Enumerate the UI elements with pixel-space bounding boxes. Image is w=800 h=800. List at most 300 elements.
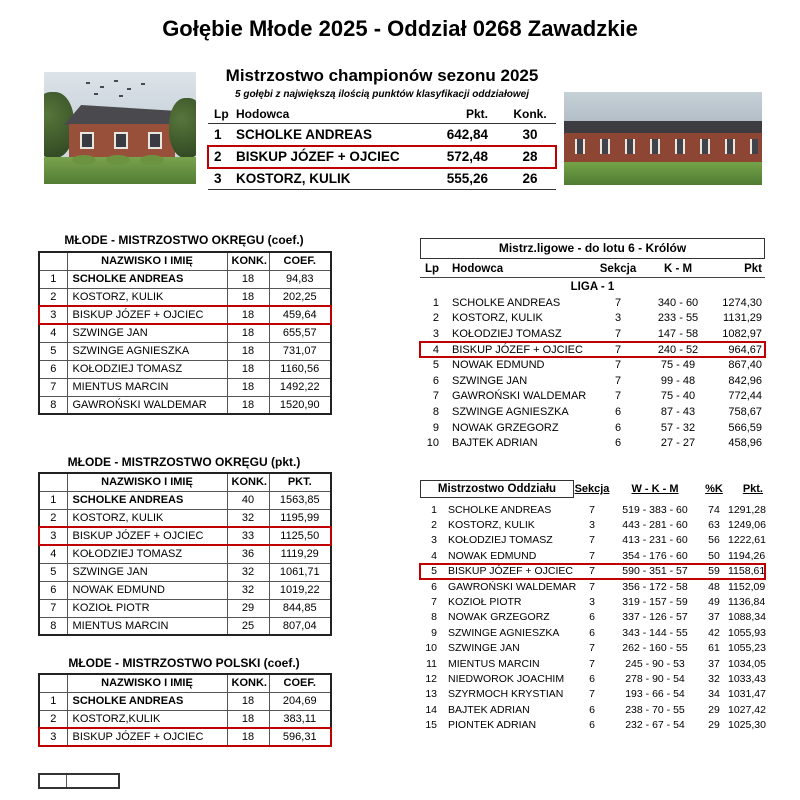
header-row	[39, 674, 331, 692]
name-cell: GAWROŃSKI WALDEMAR	[448, 580, 577, 593]
konk-cell: 18	[227, 306, 269, 324]
km-cell: 147 - 58	[657, 327, 699, 340]
sekcja-cell: 7	[589, 580, 595, 593]
konk-cell: 18	[227, 288, 269, 306]
col-lp: Lp	[214, 107, 229, 121]
sekcja-cell: 7	[614, 374, 622, 387]
oddzial-header-row	[420, 480, 765, 498]
km-cell: 233 - 55	[657, 312, 699, 325]
rank-cell: 9	[431, 626, 437, 639]
okreg-pkt-table	[38, 472, 332, 636]
wkm-cell: 238 - 70 - 55	[625, 703, 685, 716]
pkt-cell: 566,59	[728, 421, 762, 434]
result-row	[39, 728, 331, 746]
percent-k-cell: 34	[708, 688, 720, 701]
oddzial-rows	[420, 502, 765, 733]
percent-k-cell: 61	[708, 642, 720, 655]
sekcja-cell: 7	[589, 503, 595, 516]
oddzial-row	[420, 594, 765, 609]
name-cell: SZWINGE JAN	[452, 374, 528, 387]
pkt-cell: 1088,34	[728, 611, 766, 624]
sekcja-cell: 6	[614, 421, 622, 434]
sekcja-cell: 3	[614, 312, 622, 325]
pkt-cell: 842,96	[728, 374, 762, 387]
percent-k-cell: 49	[708, 596, 720, 609]
coef-cell: 1160,56	[269, 360, 331, 378]
oddzial-row	[420, 533, 765, 548]
rank-cell: 10	[426, 437, 439, 450]
oddzial-row	[420, 702, 765, 717]
wkm-cell: 343 - 144 - 55	[622, 626, 688, 639]
col-km: K - M	[663, 263, 693, 275]
rank-cell: 6	[39, 581, 67, 599]
bush	[72, 155, 96, 165]
konk-cell: 32	[227, 563, 269, 581]
col-name: NAZWISKO I IMIĘ	[67, 252, 227, 270]
result-row	[39, 288, 331, 306]
left-loft-photo	[44, 72, 196, 184]
oddzial-row	[420, 687, 765, 702]
name-cell: GAWROŃSKI WALDEMAR	[452, 390, 587, 403]
rank-cell: 9	[432, 421, 439, 434]
rank-cell: 4	[431, 549, 437, 562]
percent-k-cell: 48	[708, 580, 720, 593]
name-cell: BISKUP JÓZEF + OJCIEC	[67, 728, 227, 746]
rank-cell: 5	[432, 359, 439, 372]
liga-title: Mistrz.ligowe - do lotu 6 - Królów	[420, 238, 765, 259]
pkt-cell: 1563,85	[269, 491, 331, 509]
wkm-cell: 193 - 66 - 54	[625, 688, 685, 701]
brick-wall	[69, 124, 175, 158]
km-cell: 75 - 49	[660, 359, 696, 372]
liga-table	[420, 238, 765, 451]
rank-cell: 8	[431, 611, 437, 624]
sekcja-cell: 3	[589, 519, 595, 532]
name-cell: NOWAK EDMUND	[452, 359, 545, 372]
name-cell: KOSTORZ, KULIK	[67, 509, 227, 527]
wkm-cell: 319 - 157 - 59	[622, 596, 688, 609]
breeder-name-cell: BISKUP JÓZEF + OJCIEC	[236, 149, 400, 164]
konk-cell: 18	[227, 396, 269, 414]
rank-cell: 7	[431, 596, 437, 609]
name-cell: KOSTORZ, KULIK	[452, 312, 543, 325]
result-row	[39, 692, 331, 710]
percent-k-cell: 56	[708, 534, 720, 547]
wkm-cell: 232 - 67 - 54	[625, 719, 685, 732]
pkt-cell: 964,67	[728, 343, 762, 356]
col-coef: COEF.	[269, 252, 331, 270]
konk-cell: 18	[227, 378, 269, 396]
liga-row	[420, 326, 765, 342]
name-cell: SZWINGE AGNIESZKA	[448, 626, 560, 639]
rank-cell: 1	[214, 127, 222, 142]
name-cell: SCHOLKE ANDREAS	[67, 692, 227, 710]
rank-cell: 1	[431, 503, 437, 516]
sekcja-cell: 7	[614, 296, 622, 309]
konk-cell: 18	[227, 324, 269, 342]
okreg-coef-table	[38, 251, 332, 415]
oddzial-row	[420, 502, 765, 517]
window	[80, 132, 94, 149]
km-cell: 87 - 43	[660, 405, 696, 418]
name-cell: MIENTUS MARCIN	[67, 378, 227, 396]
col-name: NAZWISKO I IMIĘ	[67, 473, 227, 491]
percent-k-cell: 29	[708, 719, 720, 732]
pkt-cell: 867,40	[728, 359, 762, 372]
rank-cell: 7	[39, 378, 67, 396]
rank-cell: 3	[431, 534, 437, 547]
wkm-cell: 356 - 172 - 58	[622, 580, 688, 593]
coef-cell: 202,25	[269, 288, 331, 306]
liga-row	[420, 342, 765, 358]
liga-row	[420, 404, 765, 420]
percent-k-cell: 50	[708, 549, 720, 562]
breeder-name-cell: SCHOLKE ANDREAS	[236, 127, 373, 142]
wkm-cell: 519 - 383 - 60	[622, 503, 688, 516]
name-cell: NOWAK EDMUND	[448, 549, 537, 562]
liga-row	[420, 389, 765, 405]
rank-cell: 2	[431, 519, 437, 532]
rank-cell: 7	[432, 390, 439, 403]
breeder-name-cell: KOSTORZ, KULIK	[236, 171, 351, 186]
result-row	[39, 581, 331, 599]
pkt-cell: 1082,97	[722, 327, 762, 340]
pkt-cell: 1222,61	[728, 534, 766, 547]
pkt-cell: 1136,84	[728, 596, 766, 609]
points-cell: 572,48	[446, 149, 488, 164]
name-cell: BISKUP JÓZEF + OJCIEC	[67, 527, 227, 545]
col-pkt: Pkt	[744, 263, 762, 275]
name-cell: MIENTUS MARCIN	[67, 617, 227, 635]
konk-cell: 18	[227, 710, 269, 728]
name-cell: NOWAK EDMUND	[67, 581, 227, 599]
sekcja-cell: 7	[614, 343, 622, 356]
result-row	[39, 396, 331, 414]
rank-cell: 2	[39, 509, 67, 527]
name-cell: SCHOLKE ANDREAS	[67, 491, 227, 509]
champions-title: Mistrzostwo championów sezonu 2025	[225, 66, 539, 85]
rank-cell: 14	[425, 703, 437, 716]
wkm-cell: 262 - 160 - 55	[622, 642, 688, 655]
name-cell: BISKUP JÓZEF + OJCIEC	[452, 343, 583, 356]
rank-cell: 4	[432, 343, 439, 356]
sekcja-cell: 7	[589, 534, 595, 547]
birds	[86, 82, 90, 84]
liga-row	[420, 420, 765, 436]
polski-coef-table	[38, 673, 332, 747]
konk-cell: 29	[227, 599, 269, 617]
col-coef: COEF.	[269, 674, 331, 692]
name-cell: PIONTEK ADRIAN	[448, 719, 537, 732]
section-heading-okreg-pkt: MŁODE - MISTRZOSTWO OKRĘGU (pkt.)	[67, 455, 301, 469]
rank-cell: 2	[214, 149, 222, 164]
contests-cell: 30	[522, 127, 538, 142]
section-heading-okreg-coef: MŁODE - MISTRZOSTWO OKRĘGU (coef.)	[64, 233, 304, 247]
liga-row	[420, 435, 765, 451]
name-cell: KOSTORZ,KULIK	[67, 710, 227, 728]
oddzial-row	[420, 671, 765, 686]
sekcja-cell: 6	[589, 703, 595, 716]
sekcja-cell: 7	[614, 327, 622, 340]
result-row	[39, 306, 331, 324]
coef-cell: 383,11	[269, 710, 331, 728]
name-cell: SZWINGE AGNIESZKA	[67, 342, 227, 360]
km-cell: 340 - 60	[657, 296, 699, 309]
rank-cell: 6	[39, 360, 67, 378]
percent-k-cell: 37	[708, 657, 720, 670]
champions-subtitle: 5 gołębi z największą ilością punktów klasyfikacji oddziałowej	[235, 89, 529, 100]
pkt-cell: 1195,99	[269, 509, 331, 527]
name-cell: SCHOLKE ANDREAS	[452, 296, 561, 309]
coef-cell: 1492,22	[269, 378, 331, 396]
sekcja-cell: 6	[589, 719, 595, 732]
rank-cell: 6	[432, 374, 439, 387]
pkt-cell: 1125,50	[269, 527, 331, 545]
sekcja-cell: 6	[589, 611, 595, 624]
km-cell: 99 - 48	[660, 374, 696, 387]
wkm-cell: 278 - 90 - 54	[625, 672, 685, 685]
pkt-cell: 1194,26	[728, 549, 766, 562]
wkm-cell: 337 - 126 - 57	[622, 611, 688, 624]
pkt-cell: 1158,61	[728, 565, 766, 578]
pkt-cell: 1061,71	[269, 563, 331, 581]
rank-cell: 8	[39, 617, 67, 635]
tree	[169, 98, 196, 158]
rank-cell: 6	[431, 580, 437, 593]
percent-k-cell: 74	[708, 503, 720, 516]
percent-k-cell: 59	[708, 565, 720, 578]
bush	[106, 155, 130, 165]
pkt-cell: 1031,47	[728, 688, 766, 701]
sekcja-cell: 7	[589, 688, 595, 701]
col-konk: KONK.	[227, 674, 269, 692]
oddzial-row	[420, 625, 765, 640]
rank-cell: 3	[39, 306, 67, 324]
name-cell: KOŁODZIEJ TOMASZ	[452, 327, 562, 340]
wkm-cell: 443 - 281 - 60	[622, 519, 688, 532]
wkm-cell: 354 - 176 - 60	[622, 549, 688, 562]
name-cell: NOWAK GRZEGORZ	[448, 611, 550, 624]
result-row	[39, 360, 331, 378]
result-row	[39, 324, 331, 342]
rank-cell: 8	[39, 396, 67, 414]
oddzial-row	[420, 717, 765, 732]
sekcja-cell: 6	[614, 437, 622, 450]
coef-cell: 459,64	[269, 306, 331, 324]
liga-rows	[420, 295, 765, 451]
pkt-cell: 1291,28	[728, 503, 766, 516]
km-cell: 27 - 27	[660, 437, 696, 450]
rank-cell: 2	[432, 312, 439, 325]
name-cell: BISKUP JÓZEF + OJCIEC	[67, 306, 227, 324]
col-hodowca: Hodowca	[236, 107, 290, 121]
oddzial-row	[420, 564, 765, 579]
header-row	[39, 252, 331, 270]
col-hodowca: Hodowca	[452, 263, 504, 275]
wkm-cell: 413 - 231 - 60	[622, 534, 688, 547]
sekcja-cell: 7	[614, 390, 622, 403]
konk-cell: 18	[227, 342, 269, 360]
col-pkt: Pkt.	[465, 107, 488, 121]
wkm-cell: 245 - 90 - 53	[625, 657, 685, 670]
percent-k-cell: 42	[708, 626, 720, 639]
coef-cell: 655,57	[269, 324, 331, 342]
col-name: NAZWISKO I IMIĘ	[67, 674, 227, 692]
name-cell: KOŁODZIEJ TOMASZ	[67, 545, 227, 563]
cropped-table-fragment	[38, 773, 120, 789]
name-cell: SZWINGE JAN	[67, 563, 227, 581]
brick-wall	[564, 133, 762, 162]
col-konk: KONK.	[227, 473, 269, 491]
contests-cell: 26	[522, 171, 538, 186]
rank-cell: 11	[426, 657, 437, 670]
liga-header-row	[420, 259, 765, 278]
name-cell: SZWINGE JAN	[67, 324, 227, 342]
col-percent-k: %K	[705, 483, 723, 495]
bush	[140, 155, 164, 165]
pkt-cell: 1055,93	[728, 626, 766, 639]
oddzial-row	[420, 517, 765, 532]
points-cell: 642,84	[446, 127, 488, 142]
pkt-cell: 1274,30	[722, 296, 762, 309]
pkt-cell: 758,67	[728, 405, 762, 418]
champions-panel	[208, 66, 556, 190]
name-cell: NOWAK GRZEGORZ	[452, 421, 559, 434]
km-cell: 57 - 32	[660, 421, 696, 434]
points-cell: 555,26	[446, 171, 488, 186]
pkt-cell: 1027,42	[728, 703, 766, 716]
name-cell: MIENTUS MARCIN	[448, 657, 540, 670]
rank-cell: 15	[425, 719, 437, 732]
konk-cell: 36	[227, 545, 269, 563]
sekcja-cell: 6	[589, 672, 595, 685]
pkt-cell: 1119,29	[269, 545, 331, 563]
right-loft-photo	[564, 92, 762, 185]
col-konk: KONK.	[227, 252, 269, 270]
rank-cell: 1	[39, 270, 67, 288]
konk-cell: 25	[227, 617, 269, 635]
window	[148, 132, 162, 149]
konk-cell: 32	[227, 509, 269, 527]
name-cell: BAJTEK ADRIAN	[452, 437, 538, 450]
oddzial-table	[420, 480, 765, 733]
konk-cell: 40	[227, 491, 269, 509]
col-sekcja: Sekcja	[574, 483, 610, 495]
pkt-cell: 1249,06	[728, 519, 766, 532]
contests-cell: 28	[522, 149, 538, 164]
result-row	[39, 491, 331, 509]
name-cell: SZWINGE AGNIESZKA	[452, 405, 569, 418]
result-row	[39, 563, 331, 581]
name-cell: GAWROŃSKI WALDEMAR	[67, 396, 227, 414]
km-cell: 75 - 40	[660, 390, 696, 403]
pkt-cell: 1152,09	[728, 580, 766, 593]
rank-cell: 3	[214, 171, 222, 186]
liga-row	[420, 357, 765, 373]
corner-cell	[39, 473, 67, 491]
col-sekcja: Sekcja	[599, 263, 637, 275]
rank-cell: 3	[432, 327, 439, 340]
pkt-cell: 1033,43	[728, 672, 766, 685]
corner-cell	[39, 252, 67, 270]
result-row	[39, 378, 331, 396]
liga-row	[420, 373, 765, 389]
coef-cell: 731,07	[269, 342, 331, 360]
col-konk: Konk.	[513, 107, 547, 121]
oddzial-row	[420, 610, 765, 625]
rank-cell: 2	[39, 288, 67, 306]
section-heading-polski-coef: MŁODE - MISTRZOSTWO POLSKI (coef.)	[68, 656, 300, 670]
sekcja-cell: 7	[589, 549, 595, 562]
result-row	[39, 342, 331, 360]
sekcja-cell: 7	[614, 359, 622, 372]
konk-cell: 33	[227, 527, 269, 545]
sekcja-cell: 7	[589, 565, 595, 578]
pkt-cell: 1131,29	[723, 312, 762, 325]
name-cell: SCHOLKE ANDREAS	[67, 270, 227, 288]
rank-cell: 5	[431, 565, 437, 578]
rank-cell: 1	[39, 692, 67, 710]
name-cell: BAJTEK ADRIAN	[448, 703, 530, 716]
champions-rows	[208, 124, 556, 190]
name-cell: KOSTORZ, KULIK	[448, 519, 535, 532]
rank-cell: 10	[425, 642, 437, 655]
konk-cell: 18	[227, 270, 269, 288]
rank-cell: 5	[39, 342, 67, 360]
oddzial-row	[420, 656, 765, 671]
rank-cell: 4	[39, 324, 67, 342]
oddzial-row	[420, 579, 765, 594]
sekcja-cell: 6	[614, 405, 622, 418]
name-cell: NIEDWOROK JOACHIM	[448, 672, 565, 685]
percent-k-cell: 29	[708, 703, 720, 716]
result-row	[39, 527, 331, 545]
champion-row	[208, 168, 556, 190]
col-wkm: W - K - M	[631, 483, 679, 495]
name-cell: KOSTORZ, KULIK	[67, 288, 227, 306]
rank-cell: 12	[425, 672, 437, 685]
result-row	[39, 710, 331, 728]
champions-header-row	[208, 105, 556, 124]
liga-row	[420, 311, 765, 327]
result-row	[39, 270, 331, 288]
header-row	[39, 473, 331, 491]
window	[114, 132, 128, 149]
result-row	[39, 545, 331, 563]
pkt-cell: 1025,30	[728, 719, 766, 732]
champion-row	[208, 124, 556, 146]
sekcja-cell: 7	[589, 642, 595, 655]
coef-cell: 94,83	[269, 270, 331, 288]
pkt-cell: 1055,23	[728, 642, 766, 655]
coef-cell: 596,31	[269, 728, 331, 746]
roof	[564, 121, 762, 133]
oddzial-title: Mistrzostwo Oddziału	[420, 480, 574, 498]
name-cell: SCHOLKE ANDREAS	[448, 503, 552, 516]
result-row	[39, 617, 331, 635]
rank-cell: 13	[425, 688, 437, 701]
rank-cell: 1	[39, 491, 67, 509]
rank-cell: 3	[39, 728, 67, 746]
konk-cell: 18	[227, 692, 269, 710]
name-cell: SZWINGE JAN	[448, 642, 520, 655]
name-cell: SZYRMOCH KRYSTIAN	[448, 688, 564, 701]
col-pkt: PKT.	[269, 473, 331, 491]
liga-row	[420, 295, 765, 311]
result-row	[39, 509, 331, 527]
corner-cell	[39, 674, 67, 692]
rank-cell: 5	[39, 563, 67, 581]
